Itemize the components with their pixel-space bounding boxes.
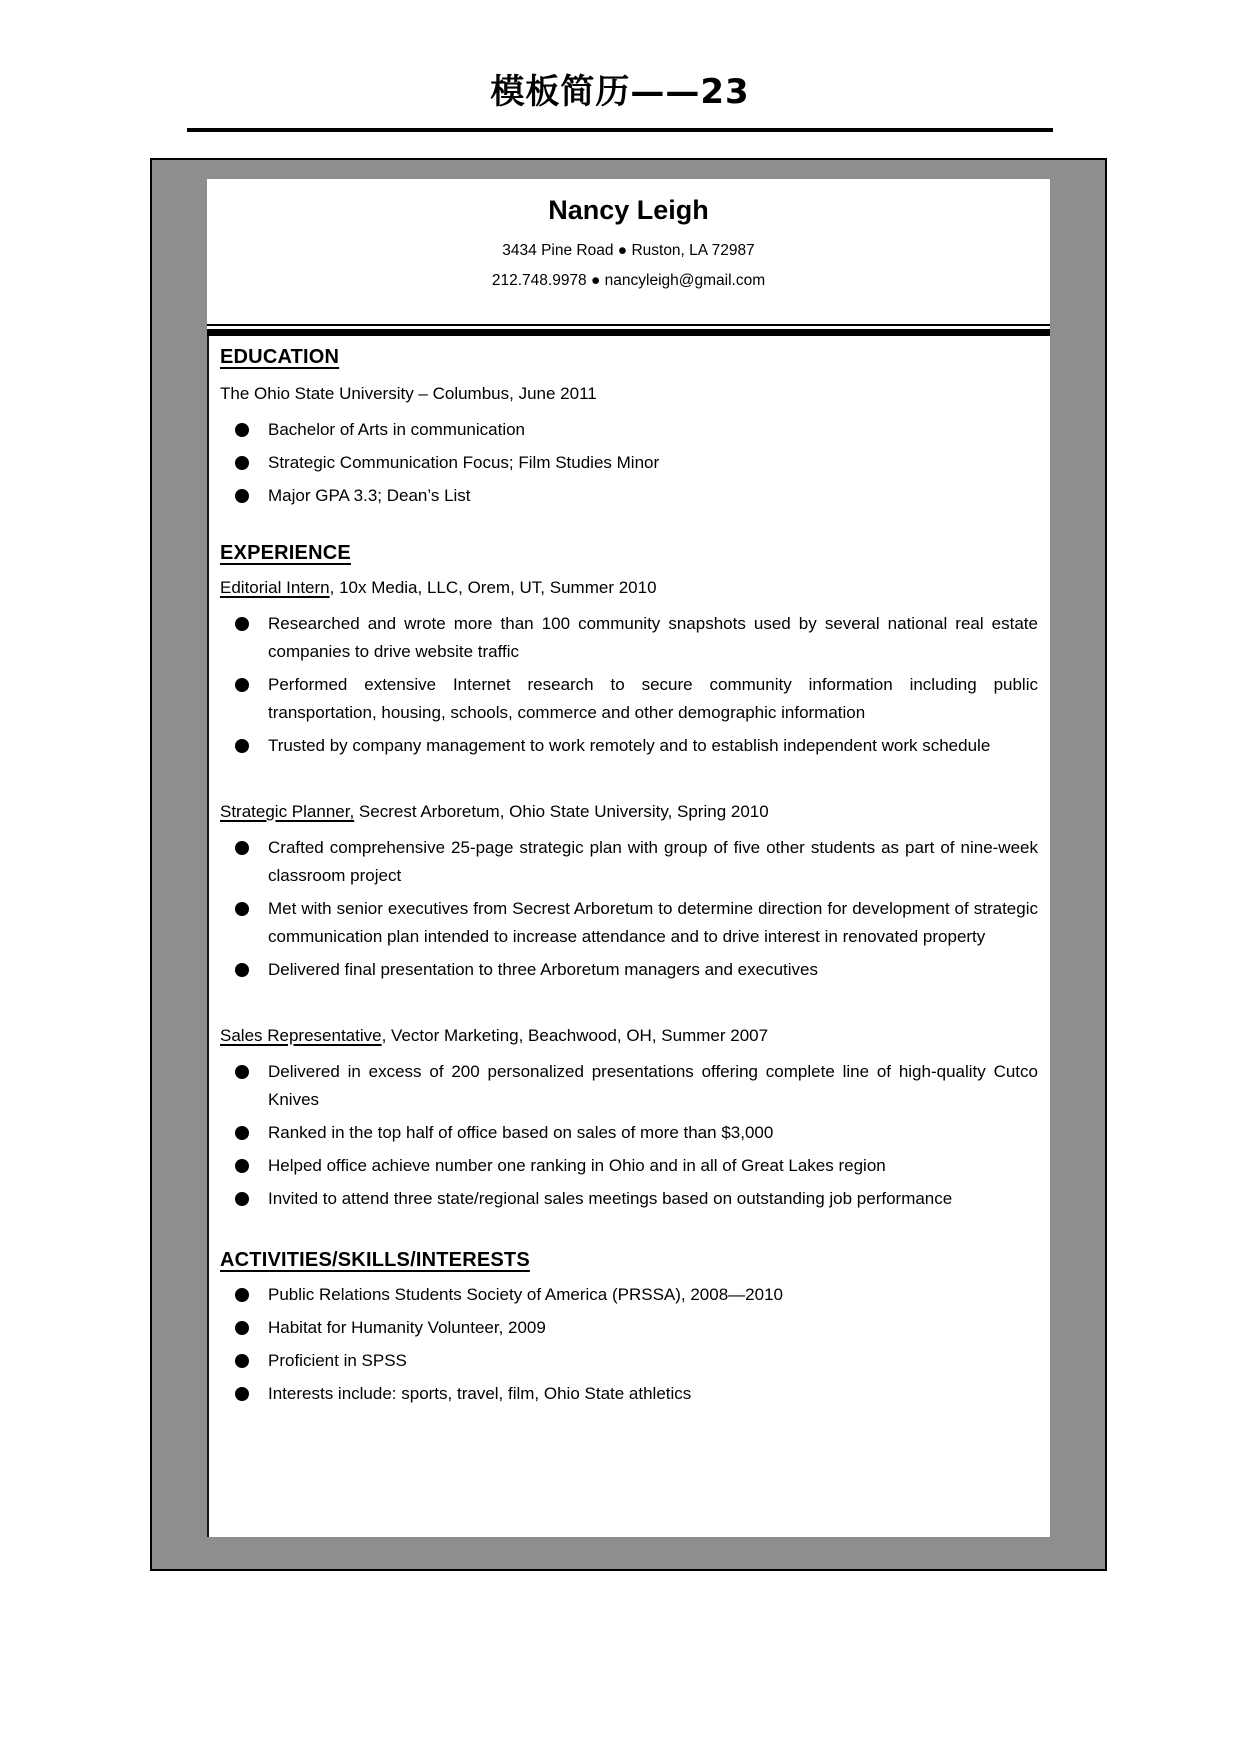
section-experience <box>220 540 1038 1213</box>
bullet-icon <box>235 489 249 503</box>
bullet-text: Delivered in excess of 200 personalized presentations offering complete line of high-quality Cutco Knives <box>268 1061 1038 1109</box>
activities-bullet-list <box>220 1281 1038 1408</box>
resume-header <box>207 179 1050 324</box>
bullet-item <box>220 1314 1038 1342</box>
address-line: 3434 Pine Road ● Ruston, LA 72987 <box>502 241 755 259</box>
bullet-text: Performed extensive Internet research to secure community information including public transportation, housing, schools, commerce and other demographic information <box>268 674 1038 722</box>
bullet-text: Researched and wrote more than 100 community snapshots used by several national real estate companies to drive website traffic <box>268 613 1038 661</box>
bullet-icon <box>235 617 249 631</box>
bullet-icon <box>235 1354 249 1368</box>
bullet-item <box>220 1152 1038 1180</box>
job-meta: , Vector Marketing, Beachwood, OH, Summer 2007 <box>381 1025 769 1045</box>
bullet-item <box>220 610 1038 666</box>
bullet-icon <box>235 1288 249 1302</box>
job-title-line <box>220 574 1038 602</box>
bullet-icon <box>235 963 249 977</box>
bullet-text: Bachelor of Arts in communication <box>268 419 526 439</box>
bullet-text: Proficient in SPSS <box>268 1350 407 1370</box>
bullet-item <box>220 1185 1038 1213</box>
bullet-text: Interests include: sports, travel, film, Ohio State athletics <box>268 1383 692 1403</box>
bullet-icon <box>235 902 249 916</box>
job-meta: , 10x Media, LLC, Orem, UT, Summer 2010 <box>329 577 657 597</box>
bullet-text: Met with senior executives from Secrest Arboretum to determine direction for development of strategic communication plan intended to increase attendance and to drive interest in renovated property <box>268 898 1038 946</box>
education-school-line: The Ohio State University – Columbus, June 2011 <box>220 383 597 403</box>
candidate-name: Nancy Leigh <box>548 194 709 225</box>
bullet-item <box>220 732 1038 760</box>
bullet-text: Habitat for Humanity Volunteer, 2009 <box>268 1317 546 1337</box>
resume-sheet <box>207 179 1050 1537</box>
bullet-item <box>220 1380 1038 1408</box>
job-title-line <box>220 1022 1038 1050</box>
activities-heading: ACTIVITIES/SKILLS/INTERESTS <box>220 1248 530 1271</box>
bullet-item <box>220 895 1038 951</box>
job-title: Sales Representative <box>220 1025 382 1045</box>
bullet-text: Strategic Communication Focus; Film Studies Minor <box>268 452 660 472</box>
section-education <box>220 344 1038 510</box>
bullet-icon <box>235 1321 249 1335</box>
education-bullet-list <box>220 416 1038 510</box>
job-bullet-list <box>220 834 1038 984</box>
experience-heading: EXPERIENCE <box>220 541 351 564</box>
job-title: Editorial Intern <box>220 577 330 597</box>
bullet-text: Helped office achieve number one ranking in Ohio and in all of Great Lakes region <box>268 1155 886 1175</box>
bullet-item <box>220 416 1038 444</box>
job-meta: Secrest Arboretum, Ohio State University, Spring 2010 <box>354 801 769 821</box>
bullet-icon <box>235 841 249 855</box>
job-block <box>220 798 1038 984</box>
bullet-icon <box>235 1387 249 1401</box>
job-bullet-list <box>220 1058 1038 1213</box>
job-block <box>220 1022 1038 1213</box>
bullet-text: Trusted by company management to work remotely and to establish independent work schedule <box>268 735 991 755</box>
job-title: Strategic Planner, <box>220 801 355 821</box>
title-rule <box>187 128 1053 132</box>
bullet-text: Invited to attend three state/regional sales meetings based on outstanding job performance <box>268 1188 953 1208</box>
bullet-text: Major GPA 3.3; Dean’s List <box>268 485 471 505</box>
bullet-item <box>220 1281 1038 1309</box>
resume-body <box>207 336 1050 1537</box>
bullet-icon <box>235 1126 249 1140</box>
job-bullet-list <box>220 610 1038 760</box>
bullet-item <box>220 1058 1038 1114</box>
bullet-text: Public Relations Students Society of America (PRSSA), 2008—2010 <box>268 1284 783 1304</box>
bullet-item <box>220 1119 1038 1147</box>
bullet-icon <box>235 1159 249 1173</box>
contact-line: 212.748.9978 ● nancyleigh@gmail.com <box>491 271 766 289</box>
bullet-item <box>220 482 1038 510</box>
section-activities <box>220 1247 1038 1408</box>
bullet-item <box>220 956 1038 984</box>
bullet-text: Delivered final presentation to three Arboretum managers and executives <box>268 959 818 979</box>
bullet-item <box>220 671 1038 727</box>
bullet-text: Ranked in the top half of office based on sales of more than $3,000 <box>268 1122 774 1142</box>
bullet-icon <box>235 678 249 692</box>
job-title-line <box>220 798 1038 826</box>
resume-frame <box>150 158 1107 1571</box>
page-title: 模板简历——23 <box>490 72 750 112</box>
bullet-icon <box>235 1065 249 1079</box>
job-block <box>220 574 1038 760</box>
bullet-text: Crafted comprehensive 25-page strategic plan with group of five other students as part of nine-week classroom project <box>268 837 1038 885</box>
bullet-icon <box>235 423 249 437</box>
bullet-icon <box>235 739 249 753</box>
header-separator-rule <box>207 324 1050 336</box>
education-heading: EDUCATION <box>220 345 340 368</box>
bullet-icon <box>235 456 249 470</box>
bullet-item <box>220 449 1038 477</box>
bullet-icon <box>235 1192 249 1206</box>
bullet-item <box>220 834 1038 890</box>
bullet-item <box>220 1347 1038 1375</box>
